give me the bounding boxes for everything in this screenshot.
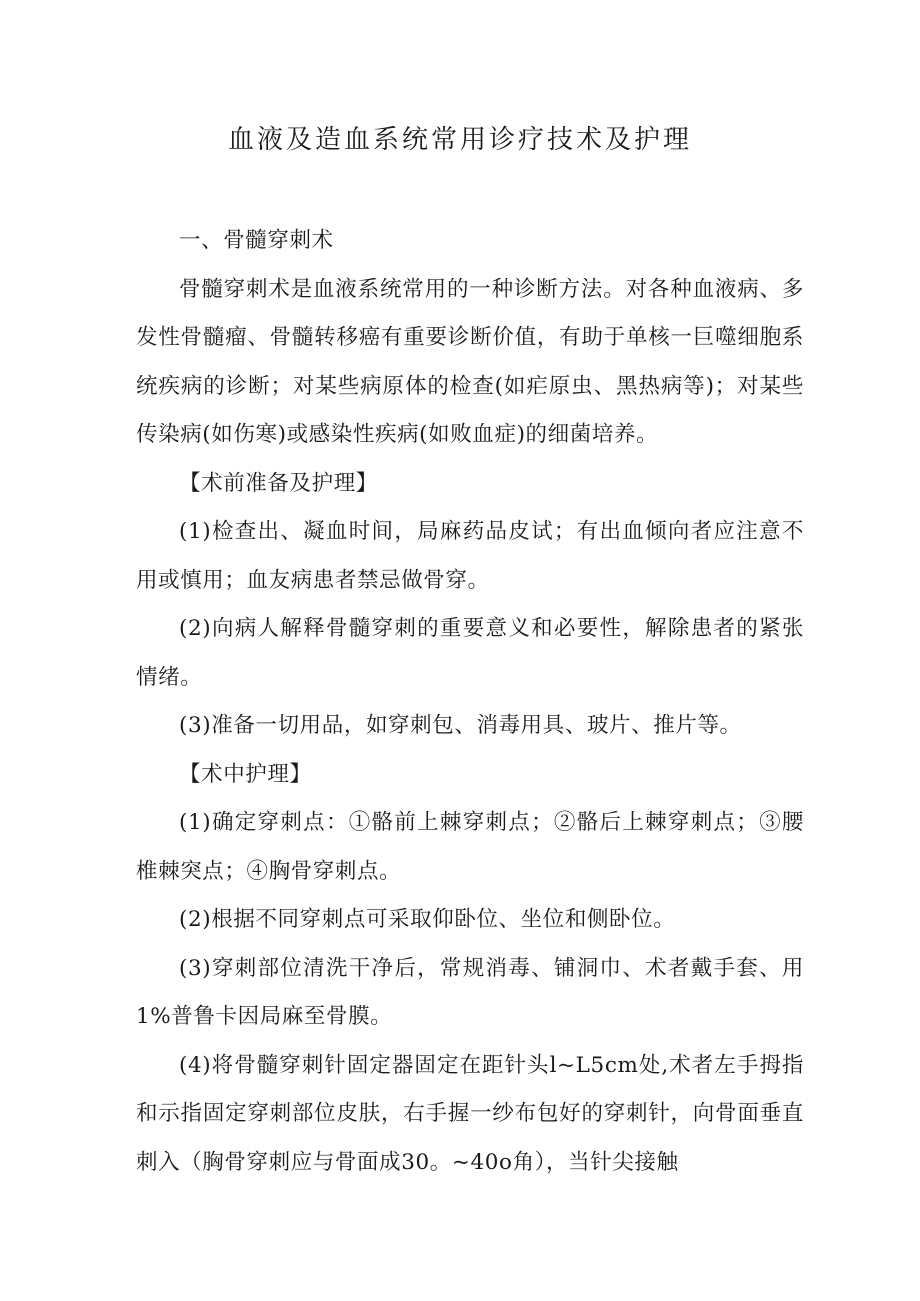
preop-heading: 【术前准备及护理】 — [179, 470, 378, 496]
intraop-item-4: (4)将骨髓穿刺针固定器固定在距针头l~L5cm处,术者左手拇指和示指固定穿刺部位皮肤，右手握一纱布包好的穿刺针，向骨面垂直刺入（胸骨穿刺应与骨面成30。~40o角），当针尖接触 — [136, 1052, 804, 1175]
intraop-item-1: (1)确定穿刺点：①骼前上棘穿刺点；②骼后上棘穿刺点；③腰椎棘突点；④胸骨穿刺点。 — [136, 810, 804, 884]
intraop-heading: 【术中护理】 — [179, 761, 312, 787]
intraop-item-3: (3)穿刺部位清洗干净后，常规消毒、铺洞巾、术者戴手套、用1%普鲁卡因局麻至骨膜。 — [136, 955, 804, 1029]
preop-item-2: (2)向病人解释骨髓穿刺的重要意义和必要性，解除患者的紧张情绪。 — [136, 616, 804, 690]
document-body — [136, 217, 804, 1187]
preop-item-1: (1)检查出、凝血时间，局麻药品皮试；有出血倾向者应注意不用或慎用；血友病患者禁忌做骨穿。 — [136, 519, 804, 593]
section-heading: 一、骨髓穿刺术 — [179, 228, 334, 253]
document-title: 血液及造血系统常用诊疗技术及护理 — [227, 125, 692, 155]
preop-item-3: (3)准备一切用品，如穿刺包、消毒用具、玻片、推片等。 — [179, 713, 742, 738]
intraop-item-2: (2)根据不同穿刺点可采取仰卧位、坐位和侧卧位。 — [179, 907, 676, 932]
intro-paragraph: 骨髓穿刺术是血液系统常用的一种诊断方法。对各种血液病、多发性骨髓瘤、骨髓转移癌有重要诊断价值，有助于单核一巨噬细胞系统疾病的诊断；对某些病原体的检查(如疟原虫、黑热病等)；对某些传染病(如伤寒)或感染性疾病(如败血症)的细菌培养。 — [136, 276, 804, 447]
